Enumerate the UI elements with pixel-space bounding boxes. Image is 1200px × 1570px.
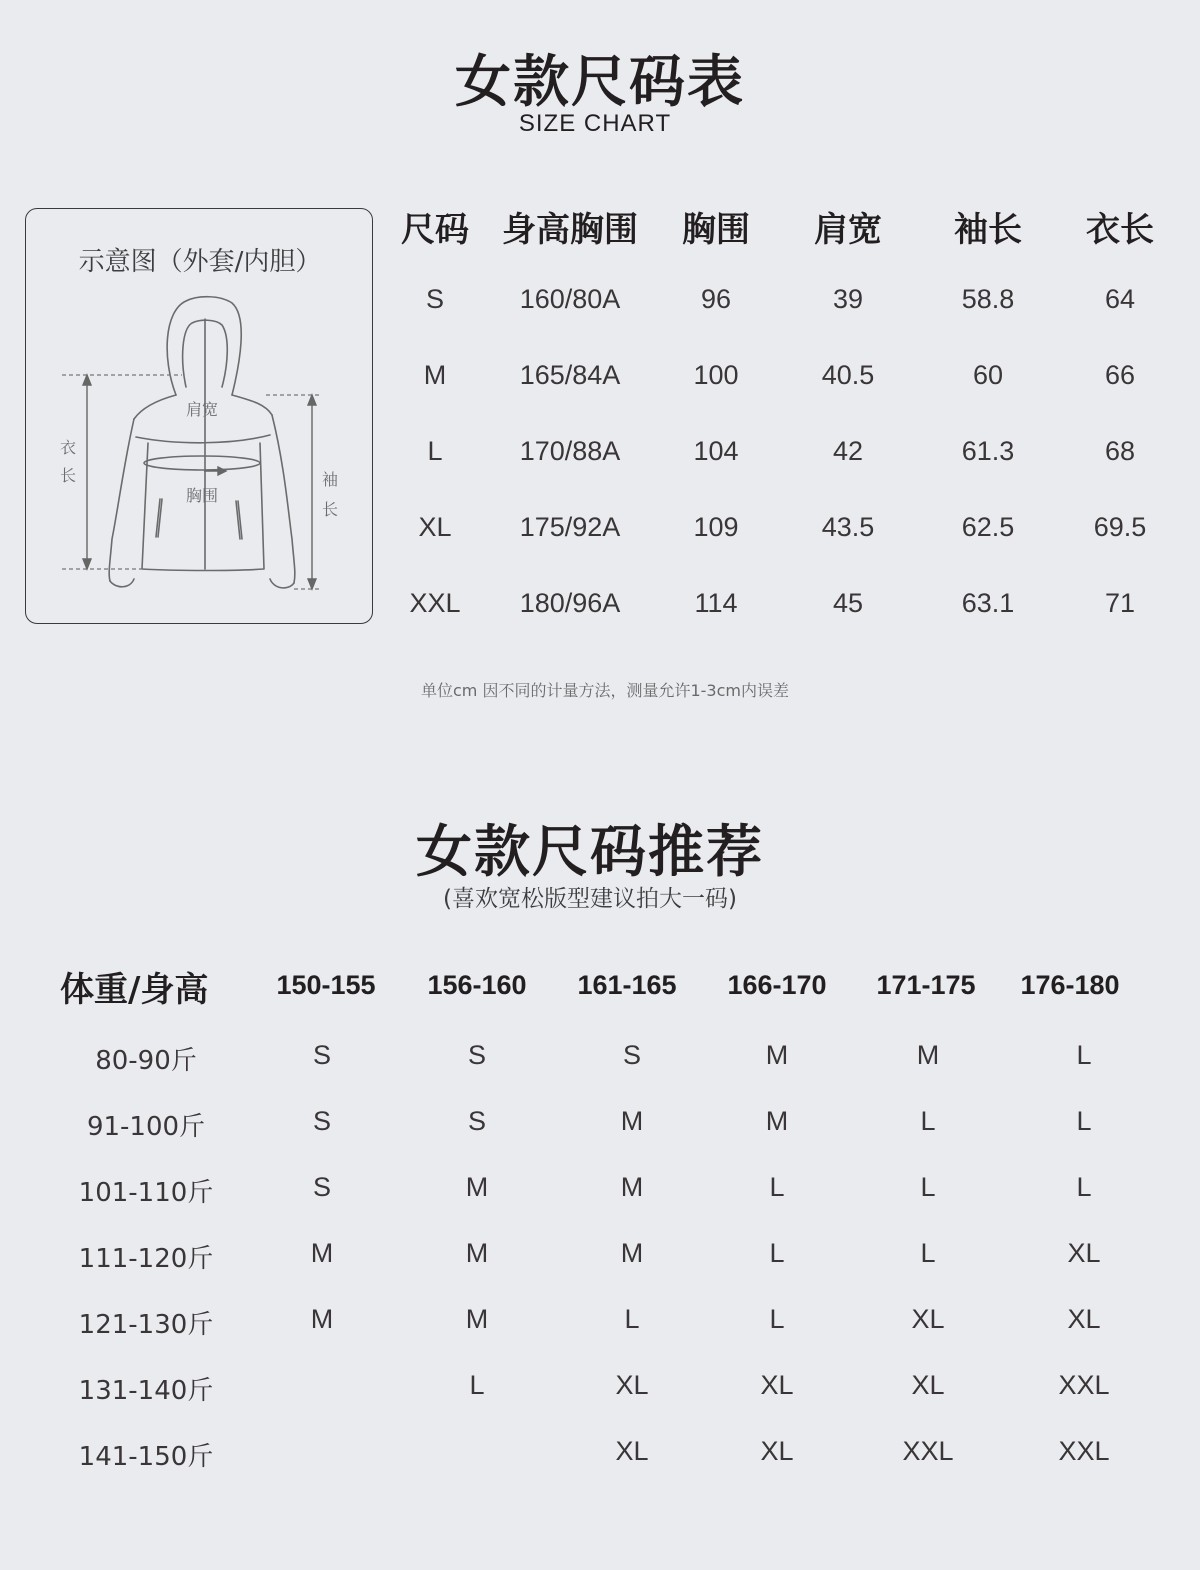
size-chart-title: 女款尺码表 xyxy=(455,50,745,115)
size-cell-length: 69.5 xyxy=(1093,512,1147,542)
recommended-size: M xyxy=(310,1304,334,1334)
weight-label: 80-90斤 xyxy=(95,1046,197,1076)
recommended-size: M xyxy=(765,1040,789,1070)
recommended-size: L xyxy=(469,1370,485,1400)
recommended-size: L xyxy=(1076,1106,1092,1136)
recommended-size: S xyxy=(312,1040,331,1070)
recommended-size: S xyxy=(312,1106,331,1136)
size-cell-sleeve: 63.1 xyxy=(961,588,1015,618)
size-cell-shoulder: 39 xyxy=(832,284,864,314)
recommended-size: M xyxy=(620,1238,644,1268)
recommended-size: M xyxy=(310,1238,334,1268)
size-cell-size: L xyxy=(427,436,443,466)
height-header: 161-165 xyxy=(577,970,677,1000)
size-cell-sleeve: 61.3 xyxy=(961,436,1015,466)
weight-label: 111-120斤 xyxy=(78,1244,214,1274)
recommended-size: XL xyxy=(615,1436,649,1466)
size-cell-sleeve: 60 xyxy=(972,360,1004,390)
recommended-size: XL xyxy=(911,1304,945,1334)
shoulder-label: 肩宽 xyxy=(185,400,219,419)
diagram-caption: 示意图（外套/内胆） xyxy=(78,247,322,277)
recommended-size: XXL xyxy=(1058,1436,1110,1466)
recommendation-title: 女款尺码推荐 xyxy=(416,820,764,885)
recommended-size: S xyxy=(622,1040,641,1070)
size-cell-chest: 114 xyxy=(694,588,738,618)
size-cell-size: XL xyxy=(418,512,452,542)
recommended-size: M xyxy=(620,1106,644,1136)
height-header: 156-160 xyxy=(427,970,527,1000)
weight-label: 131-140斤 xyxy=(78,1376,214,1406)
recommended-size: S xyxy=(312,1172,331,1202)
size-cell-chest: 104 xyxy=(693,436,739,466)
size-col-header-length: 衣长 xyxy=(1086,210,1154,250)
recommended-size: M xyxy=(620,1172,644,1202)
weight-height-header: 体重/身高 xyxy=(60,970,209,1010)
size-cell-height-chest: 170/88A xyxy=(519,436,621,466)
size-cell-height-chest: 160/80A xyxy=(519,284,621,314)
size-cell-length: 68 xyxy=(1104,436,1136,466)
jacket-diagram-icon xyxy=(26,209,374,625)
size-col-header-height-chest: 身高胸围 xyxy=(502,210,638,250)
recommended-size: XL xyxy=(760,1370,794,1400)
size-cell-shoulder: 40.5 xyxy=(821,360,875,390)
size-col-header-chest: 胸围 xyxy=(682,210,750,250)
weight-label: 141-150斤 xyxy=(78,1442,214,1472)
sleeve-label-2: 长 xyxy=(321,500,339,519)
recommended-size: L xyxy=(1076,1172,1092,1202)
recommended-size: L xyxy=(769,1304,785,1334)
recommended-size: L xyxy=(920,1238,936,1268)
size-cell-shoulder: 45 xyxy=(832,588,864,618)
recommended-size: XL xyxy=(1067,1238,1101,1268)
length-label-2: 长 xyxy=(59,466,77,485)
recommended-size: S xyxy=(467,1040,486,1070)
recommended-size: XL xyxy=(1067,1304,1101,1334)
size-chart-subtitle: SIZE CHART xyxy=(518,110,672,137)
sleeve-label-1: 袖 xyxy=(321,470,339,489)
size-cell-sleeve: 58.8 xyxy=(961,284,1015,314)
height-header: 150-155 xyxy=(276,970,376,1000)
size-cell-chest: 109 xyxy=(693,512,739,542)
size-cell-length: 64 xyxy=(1104,284,1136,314)
size-cell-length: 71 xyxy=(1104,588,1136,618)
recommended-size: M xyxy=(916,1040,940,1070)
size-cell-size: XXL xyxy=(409,588,461,618)
size-cell-sleeve: 62.5 xyxy=(961,512,1015,542)
size-col-header-sleeve: 袖长 xyxy=(954,210,1022,250)
recommended-size: XL xyxy=(615,1370,649,1400)
size-col-header-size: 尺码 xyxy=(401,210,469,250)
recommended-size: L xyxy=(920,1106,936,1136)
size-cell-height-chest: 165/84A xyxy=(519,360,621,390)
size-cell-shoulder: 42 xyxy=(832,436,864,466)
recommended-size: XXL xyxy=(1058,1370,1110,1400)
recommended-size: S xyxy=(467,1106,486,1136)
recommended-size: M xyxy=(465,1238,489,1268)
recommended-size: M xyxy=(465,1172,489,1202)
recommended-size: XXL xyxy=(902,1436,954,1466)
recommended-size: M xyxy=(765,1106,789,1136)
recommended-size: XL xyxy=(760,1436,794,1466)
recommended-size: M xyxy=(465,1304,489,1334)
size-cell-size: S xyxy=(425,284,444,314)
recommended-size: L xyxy=(624,1304,640,1334)
height-header: 166-170 xyxy=(727,970,827,1000)
height-header: 171-175 xyxy=(876,970,976,1000)
recommended-size: L xyxy=(769,1238,785,1268)
recommended-size: L xyxy=(1076,1040,1092,1070)
height-header: 176-180 xyxy=(1020,970,1120,1000)
recommended-size: L xyxy=(920,1172,936,1202)
weight-label: 91-100斤 xyxy=(86,1112,206,1142)
measurement-note: 单位cm 因不同的计量方法，测量允许1-3cm内误差 xyxy=(421,681,789,700)
size-cell-length: 66 xyxy=(1104,360,1136,390)
weight-label: 101-110斤 xyxy=(78,1178,214,1208)
chest-label: 胸围 xyxy=(185,486,219,505)
size-col-header-shoulder: 肩宽 xyxy=(814,210,882,250)
recommended-size: L xyxy=(769,1172,785,1202)
size-cell-height-chest: 180/96A xyxy=(519,588,621,618)
size-cell-height-chest: 175/92A xyxy=(519,512,621,542)
size-cell-chest: 96 xyxy=(700,284,732,314)
length-label-1: 衣 xyxy=(59,438,77,457)
weight-label: 121-130斤 xyxy=(78,1310,214,1340)
size-cell-chest: 100 xyxy=(693,360,739,390)
size-cell-size: M xyxy=(423,360,447,390)
garment-diagram-panel xyxy=(25,208,373,624)
recommended-size: XL xyxy=(911,1370,945,1400)
size-cell-shoulder: 43.5 xyxy=(821,512,875,542)
recommendation-subtitle: (喜欢宽松版型建议拍大一码) xyxy=(443,886,737,912)
